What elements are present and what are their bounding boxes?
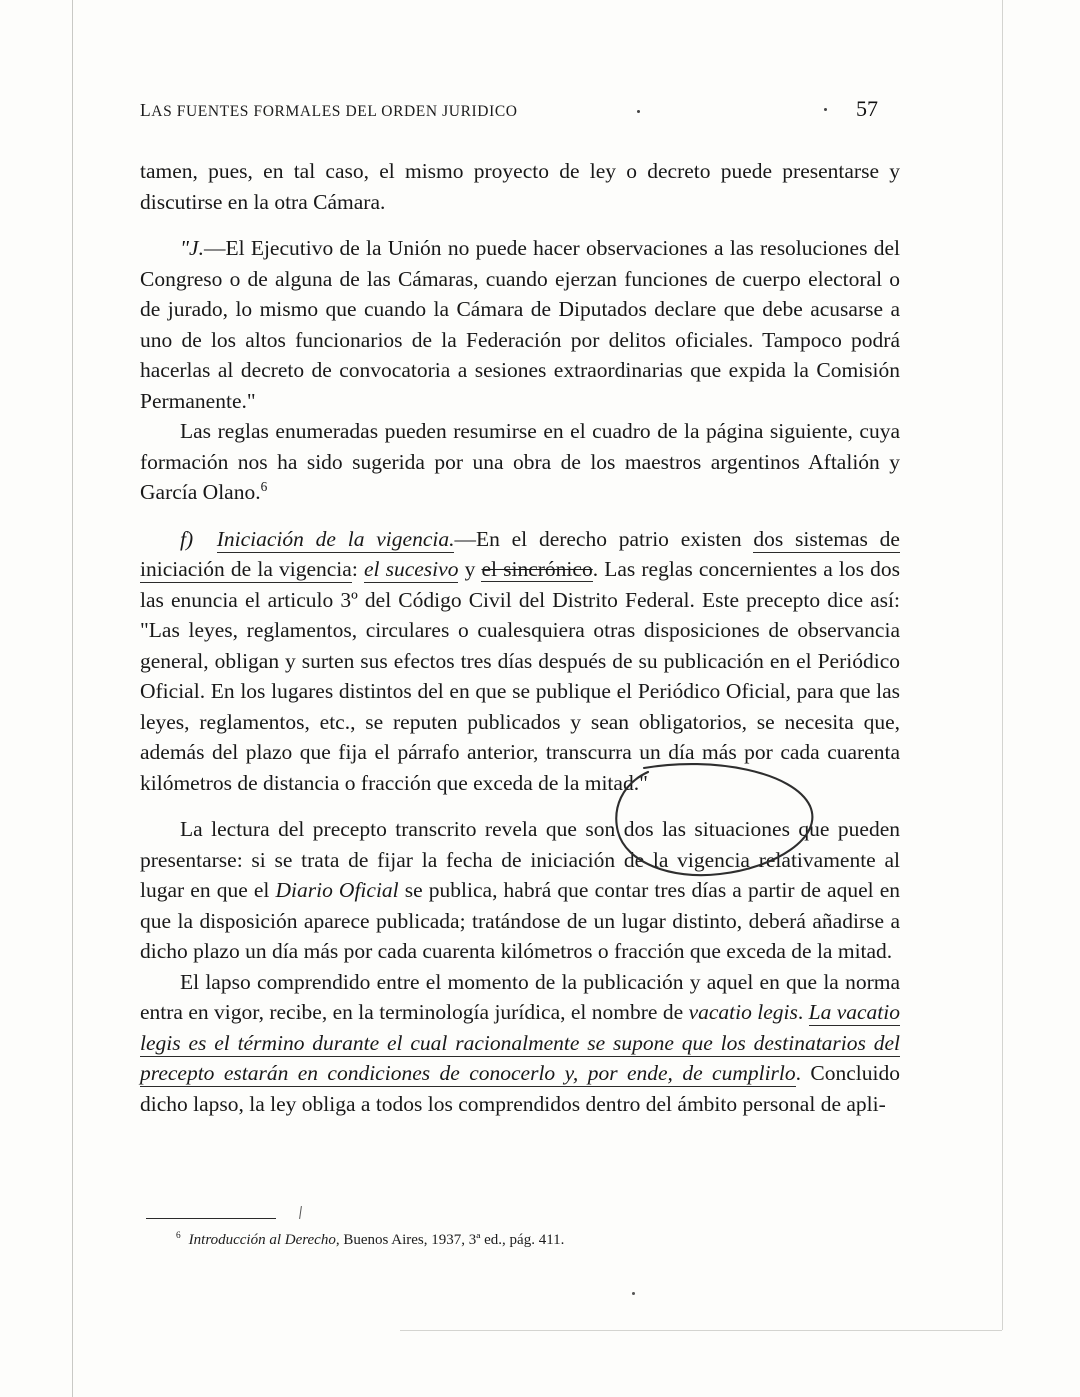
- italic-diario-oficial: Diario Oficial: [275, 878, 399, 902]
- footnote-marker: 6: [176, 1231, 181, 1241]
- paragraph-continuation: tamen, pues, en tal caso, el mismo proyecto de ley o decreto puede presentarse y discutirse en la otra Cámara.: [140, 159, 900, 214]
- running-head-title: [140, 100, 518, 121]
- italic-vacatio-legis: vacatio legis: [688, 1000, 798, 1024]
- footnote-rule: [146, 1218, 276, 1219]
- scan-speck: [632, 1292, 635, 1295]
- pen-underline-dos-sistemas: dos sistemas de iniciación de la vigencia: [140, 526, 900, 581]
- running-head-lead: L: [140, 100, 152, 120]
- pen-underline-sincronico: el sincrónico: [481, 557, 593, 581]
- running-head: [140, 96, 900, 122]
- footnote-reference: 6: [260, 478, 268, 494]
- section-letter-label: f): [180, 526, 194, 551]
- scan-edge-left: [72, 0, 73, 1397]
- footnote-block: [140, 1218, 900, 1250]
- running-head-rest: AS FUENTES FORMALES DEL ORDEN JURIDICO: [151, 103, 518, 120]
- footnote-rest: , Buenos Aires, 1937, 3ª ed., pág. 411.: [335, 1232, 565, 1248]
- pen-underline-sucesivo: el sucesivo: [363, 557, 459, 581]
- paragraph-vacatio-legis: El lapso comprendido entre el momento de la publicación y aquel en que la norma entra en vigor, recibe, en la terminología jurídica, el nombre de vacatio legis. La vacatio legis es el término durante el cual racionalmente se supone que los destinatarios del precepto estarán en condiciones de conocerlo y, por ende, de cumplirlo. Concluido dicho lapso, la ley obliga a todos los comprendidos dentro del ámbito personal de apli-: [140, 969, 901, 1116]
- paragraph-clause-j: "J.—El Ejecutivo de la Unión no puede hacer observaciones a las resoluciones del Congreso o de alguna de las Cámaras, cuando ejerzan funciones de cuerpo electoral o de jurado, lo mismo que cuando la Cámara de Diputados declare que debe acusarse a uno de los altos funcionarios de la Federación por delitos oficiales. Tampoco podrá hacerlas al decreto de convocatoria a sesiones extraordinarias que expida la Comisión Permanente.": [140, 236, 900, 413]
- footnote-title: Introducción al Derecho: [188, 1232, 336, 1248]
- clause-marker: "J.: [180, 236, 204, 260]
- page-content: [140, 96, 900, 1119]
- section-heading-underlined: Iniciación de la vigencia.: [216, 526, 455, 551]
- paragraph-lectura-precepto: La lectura del precepto transcrito revela que son dos las situaciones que pueden presentarse: si se trata de fijar la fecha de iniciación de la vigencia relativamente al lugar en que el Diario Oficial se publica, habrá que contar tres días a partir de aquel en que la disposición aparece publicada; tratándose de un lugar distinto, deberá añadirse a dicho plazo un día más por cada cuarenta kilómetros o fracción que exceda de la mitad.: [140, 817, 900, 963]
- page-number: 57: [856, 96, 878, 121]
- pen-underline-vacatio-definition: La vacatio legis es el término durante el cual racionalmente se supone que los destinatarios del precepto estarán en condiciones de conocerlo y, por ende, de cumplirlo: [140, 1000, 901, 1085]
- paragraph-iniciacion-vigencia: f) Iniciación de la vigencia.—En el derecho patrio existen dos sistemas de iniciación de la vigencia: el sucesivo y el sincrónico. Las reglas concernientes a los dos las enuncia el articulo 3º del Código Civil del Distrito Federal. Este precepto dice así: "Las leyes, reglamentos, circulares o cualesquiera otras disposiciones de observancia general, obligan y surten sus efectos tres días después de su publicación en el Periódico Oficial. En los lugares distintos del en que se publique el Periódico Oficial, para que las leyes, reglamentos, etc., se reputen publicados y sean obligatorios, se necesita que, además del plazo que fija el párrafo anterior, transcurra un día más por cada cuarenta kilómetros de distancia o fracción que exceda de la mitad.": [140, 526, 900, 795]
- paragraph-summary-rules: Las reglas enumeradas pueden resumirse en el cuadro de la página siguiente, cuya formación nos ha sido sugerida por una obra de los maestros argentinos Aftalión y García Olano.$^6$: [140, 419, 900, 504]
- scan-edge-right: [1002, 0, 1003, 1330]
- scan-edge-bottom: [400, 1330, 1002, 1331]
- footnote-text: [140, 1230, 900, 1250]
